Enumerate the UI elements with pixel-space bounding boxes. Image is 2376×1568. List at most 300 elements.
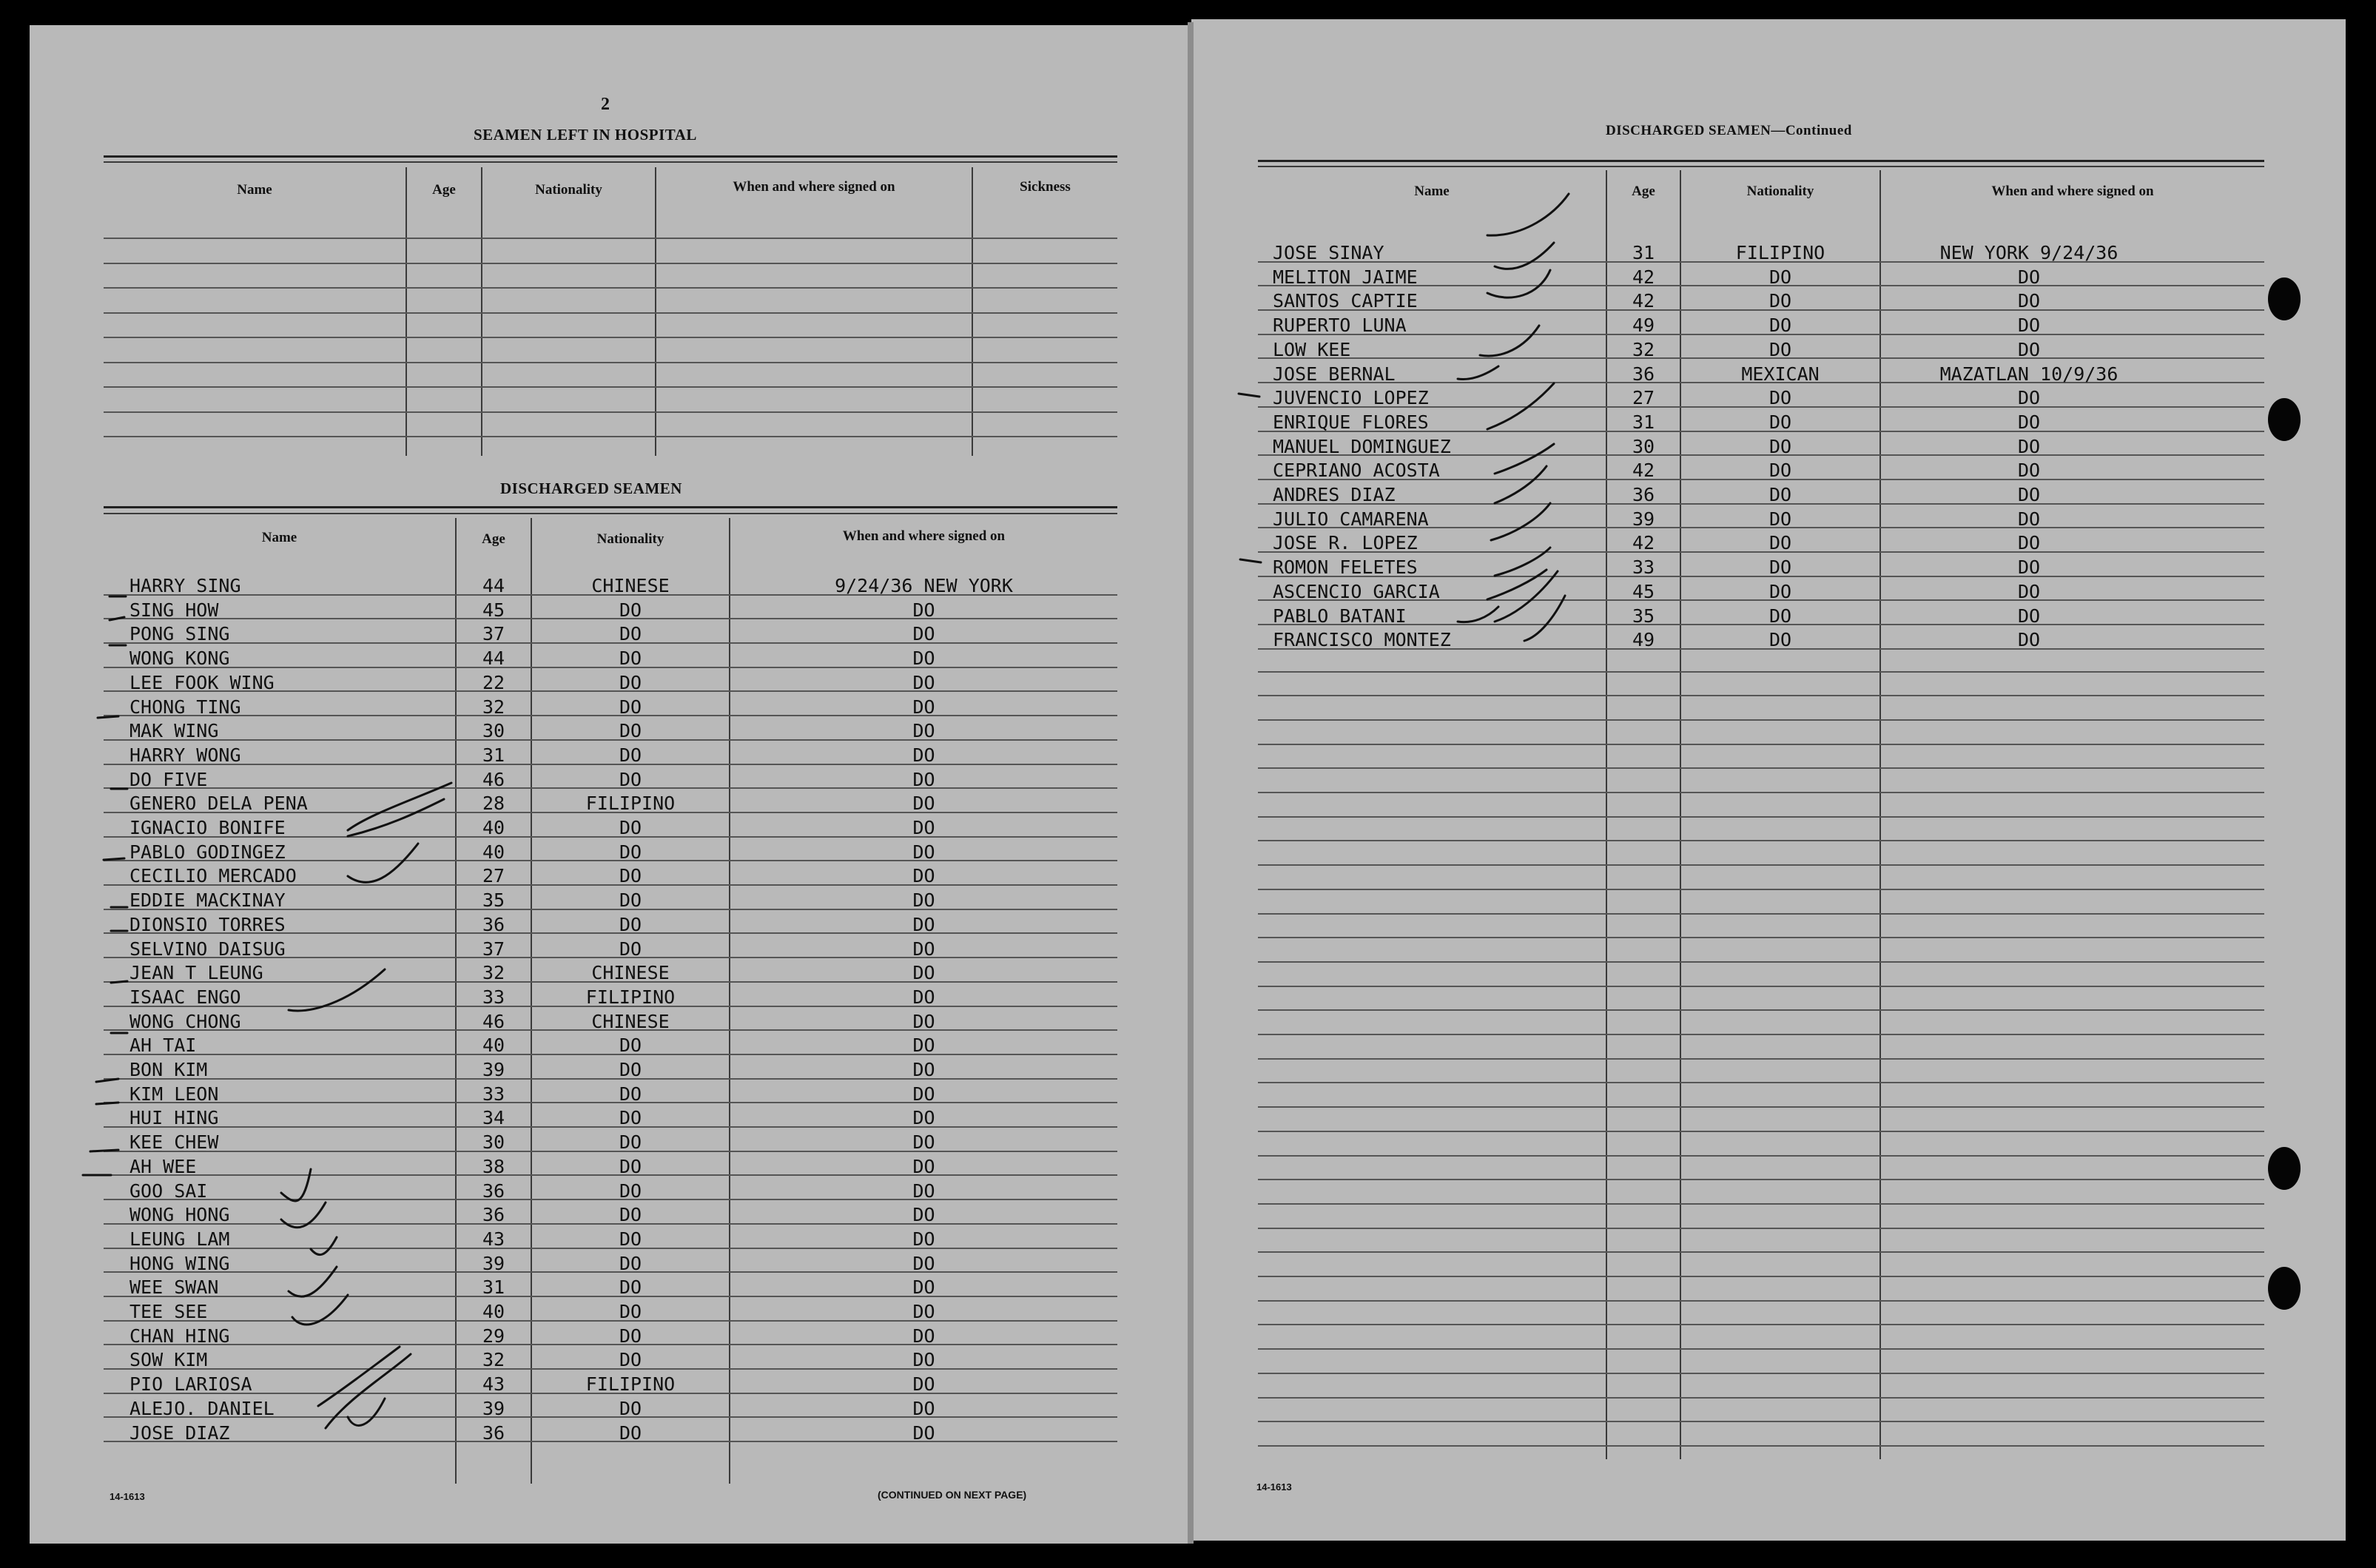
seaman-signed-on: DO <box>2017 605 2041 627</box>
binder-hole <box>2268 277 2301 320</box>
seaman-signed-on: DO <box>912 913 935 935</box>
table-row <box>1258 358 2264 384</box>
blank-ruled-row <box>1258 963 2264 987</box>
table-row <box>104 667 1117 693</box>
seaman-signed-on: DO <box>912 696 935 718</box>
seaman-signed-on: DO <box>912 599 935 621</box>
seaman-age: 44 <box>482 647 505 670</box>
table-row <box>104 1344 1117 1370</box>
seaman-nationality: DO <box>619 938 642 960</box>
table-row <box>1258 600 2264 626</box>
seaman-signed-on: DO <box>912 1349 935 1371</box>
seaman-age: 32 <box>482 962 505 984</box>
seaman-name: WONG HONG <box>129 1204 230 1226</box>
seaman-signed-on: DO <box>2017 556 2041 579</box>
seaman-nationality: CHINESE <box>591 575 670 596</box>
seaman-age: 42 <box>1632 290 1655 312</box>
seaman-nationality: DO <box>619 1349 642 1371</box>
seaman-nationality: DO <box>1768 580 1792 602</box>
seaman-name: AH TAI <box>129 1034 197 1057</box>
discharged-col-age: Age <box>482 531 505 547</box>
seaman-nationality: DO <box>619 1083 642 1105</box>
seaman-age: 33 <box>1632 556 1655 579</box>
seaman-name: PONG SING <box>129 623 230 645</box>
seaman-name: KEE CHEW <box>129 1131 219 1154</box>
seaman-age: 35 <box>1632 605 1655 627</box>
seaman-age: 37 <box>482 938 505 960</box>
blank-ruled-row <box>1258 648 2264 673</box>
seaman-age: 34 <box>482 1107 505 1129</box>
table-row <box>104 957 1117 983</box>
seaman-nationality: DO <box>619 1228 642 1250</box>
seaman-nationality: DO <box>619 1252 642 1274</box>
table-row <box>1258 285 2264 311</box>
blank-ruled-row <box>1258 721 2264 745</box>
seaman-name: MAK WING <box>129 720 219 742</box>
table-row <box>104 642 1117 668</box>
seaman-nationality: DO <box>1768 314 1792 337</box>
seaman-nationality: FILIPINO <box>585 1373 676 1396</box>
seaman-nationality: DO <box>1768 508 1792 530</box>
seaman-name: MELITON JAIME <box>1273 266 1418 288</box>
seaman-age: 45 <box>482 599 505 621</box>
seaman-name: CECILIO MERCADO <box>129 865 297 887</box>
table-row <box>1258 527 2264 553</box>
seaman-name: KIM LEON <box>129 1083 219 1105</box>
seaman-age: 33 <box>482 986 505 1008</box>
seaman-signed-on: DO <box>912 1083 935 1105</box>
seaman-signed-on: DO <box>912 938 935 960</box>
hospital-col-when-where: When and where signed on <box>733 179 895 195</box>
seaman-nationality: CHINESE <box>591 962 670 984</box>
seaman-name: EDDIE MACKINAY <box>129 889 286 912</box>
seaman-name: CEPRIANO ACOSTA <box>1273 460 1440 482</box>
seaman-name: PIO LARIOSA <box>129 1373 252 1396</box>
seaman-name: JOSE DIAZ <box>129 1421 230 1444</box>
seaman-nationality: DO <box>619 1034 642 1057</box>
seaman-signed-on: DO <box>2017 290 2041 312</box>
seaman-signed-on: DO <box>912 1325 935 1347</box>
blank-ruled-row <box>104 339 1117 363</box>
blank-ruled-row <box>1258 938 2264 963</box>
hospital-col-nationality: Nationality <box>535 182 602 198</box>
table-row <box>104 618 1117 644</box>
seaman-age: 36 <box>482 1180 505 1202</box>
table-row <box>1258 309 2264 335</box>
seaman-nationality: DO <box>619 768 642 790</box>
seaman-name: SOW KIM <box>129 1349 208 1371</box>
blank-ruled-row <box>1258 745 2264 770</box>
blank-ruled-row <box>104 215 1117 239</box>
seaman-age: 27 <box>1632 387 1655 409</box>
seaman-age: 27 <box>482 865 505 887</box>
seaman-signed-on: DO <box>912 1301 935 1322</box>
seaman-signed-on: DO <box>912 962 935 984</box>
table-row <box>104 1126 1117 1152</box>
seaman-age: 43 <box>482 1228 505 1250</box>
seaman-name: JUVENCIO LOPEZ <box>1273 387 1429 409</box>
table-row <box>1258 503 2264 529</box>
table-row <box>104 1368 1117 1394</box>
seaman-age: 28 <box>482 793 505 815</box>
seaman-name: ENRIQUE FLORES <box>1273 411 1429 433</box>
table-row <box>1258 454 2264 480</box>
seaman-age: 31 <box>482 1276 505 1299</box>
table-row <box>104 715 1117 741</box>
blank-ruled-row <box>104 413 1117 437</box>
rule <box>104 155 1117 158</box>
seaman-age: 49 <box>1632 314 1655 337</box>
seaman-signed-on: DO <box>912 647 935 670</box>
seaman-nationality: DO <box>619 817 642 838</box>
seaman-name: ALEJO. DANIEL <box>129 1397 275 1419</box>
seaman-signed-on: DO <box>912 865 935 887</box>
seaman-nationality: FILIPINO <box>585 793 676 815</box>
table-row <box>104 909 1117 935</box>
seaman-name: SELVINO DAISUG <box>129 938 286 960</box>
seaman-name: MANUEL DOMINGUEZ <box>1273 435 1451 457</box>
page-fold <box>1188 22 1194 1544</box>
table-row <box>1258 261 2264 287</box>
table-row <box>104 1029 1117 1055</box>
seaman-signed-on: 9/24/36 NEW YORK <box>835 575 1013 596</box>
seaman-age: 40 <box>482 1034 505 1057</box>
form-number-right: 14-1613 <box>1256 1481 1292 1493</box>
table-row <box>104 764 1117 790</box>
seaman-name: BON KIM <box>129 1059 208 1080</box>
seaman-name: LEE FOOK WING <box>129 671 275 693</box>
hospital-col-age: Age <box>432 182 456 198</box>
seaman-signed-on: DO <box>912 986 935 1008</box>
seaman-age: 49 <box>1632 629 1655 651</box>
table-row <box>104 981 1117 1007</box>
right-col-name: Name <box>1414 184 1450 199</box>
seaman-age: 36 <box>1632 363 1655 385</box>
blank-ruled-row <box>1258 1350 2264 1374</box>
seaman-signed-on: DO <box>912 1421 935 1444</box>
seaman-age: 32 <box>1632 338 1655 360</box>
seaman-nationality: DO <box>619 599 642 621</box>
seaman-age: 40 <box>482 1301 505 1322</box>
discharged-section-title: DISCHARGED SEAMEN <box>500 480 682 497</box>
blank-ruled-row <box>104 363 1117 388</box>
seaman-signed-on: DO <box>912 889 935 912</box>
seaman-nationality: DO <box>1768 556 1792 579</box>
seaman-nationality: DO <box>619 1107 642 1129</box>
seaman-nationality: DO <box>619 1421 642 1444</box>
seaman-signed-on: DO <box>912 793 935 815</box>
blank-ruled-row <box>1258 890 2264 915</box>
seaman-nationality: DO <box>619 1325 642 1347</box>
seaman-nationality: DO <box>619 1155 642 1177</box>
table-row <box>104 1271 1117 1297</box>
seaman-signed-on: DO <box>2017 508 2041 530</box>
seaman-nationality: DO <box>619 647 642 670</box>
seaman-signed-on: DO <box>912 1276 935 1299</box>
blank-ruled-row <box>1258 1180 2264 1205</box>
seaman-nationality: FILIPINO <box>1735 242 1825 263</box>
seaman-signed-on: DO <box>912 1155 935 1177</box>
blank-ruled-row <box>104 388 1117 413</box>
seaman-nationality: DO <box>619 623 642 645</box>
seaman-nationality: DO <box>619 865 642 887</box>
seaman-age: 39 <box>1632 508 1655 530</box>
blank-ruled-row <box>1258 1422 2264 1447</box>
seaman-name: HARRY SING <box>129 575 241 596</box>
seaman-age: 39 <box>482 1252 505 1274</box>
seaman-nationality: DO <box>619 1131 642 1154</box>
blank-ruled-row <box>1258 842 2264 867</box>
seaman-nationality: DO <box>1768 411 1792 433</box>
seaman-signed-on: DO <box>912 1373 935 1396</box>
seaman-nationality: DO <box>619 720 642 742</box>
seaman-nationality: DO <box>1768 387 1792 409</box>
seaman-name: JEAN T LEUNG <box>129 962 263 984</box>
table-row <box>1258 237 2264 263</box>
seaman-nationality: DO <box>619 1276 642 1299</box>
table-row <box>104 836 1117 862</box>
seaman-signed-on: DO <box>912 1034 935 1057</box>
seaman-signed-on: DO <box>912 1107 935 1129</box>
seaman-nationality: DO <box>1768 338 1792 360</box>
seaman-signed-on: DO <box>912 671 935 693</box>
seaman-signed-on: DO <box>912 768 935 790</box>
table-row <box>104 1151 1117 1177</box>
seaman-age: 42 <box>1632 266 1655 288</box>
seaman-name: FRANCISCO MONTEZ <box>1273 629 1451 651</box>
seaman-nationality: DO <box>619 1397 642 1419</box>
table-row <box>104 1223 1117 1249</box>
seaman-nationality: DO <box>619 1180 642 1202</box>
seaman-age: 33 <box>482 1083 505 1105</box>
seaman-name: TEE SEE <box>129 1301 208 1322</box>
seaman-signed-on: DO <box>912 1010 935 1032</box>
blank-ruled-row <box>1258 1302 2264 1326</box>
seaman-signed-on: DO <box>912 623 935 645</box>
table-row <box>1258 406 2264 432</box>
seaman-age: 46 <box>482 768 505 790</box>
blank-ruled-row <box>1258 1205 2264 1229</box>
seaman-age: 38 <box>482 1155 505 1177</box>
seaman-name: HARRY WONG <box>129 744 241 766</box>
seaman-nationality: DO <box>619 913 642 935</box>
seaman-age: 30 <box>1632 435 1655 457</box>
rule <box>1258 160 2264 162</box>
seaman-name: SANTOS CAPTIE <box>1273 290 1418 312</box>
seaman-name: SING HOW <box>129 599 219 621</box>
discharged-col-when-where: When and where signed on <box>842 528 1006 544</box>
seaman-nationality: DO <box>1768 484 1792 505</box>
seaman-name: IGNACIO BONIFE <box>129 817 286 838</box>
binder-hole <box>2268 1147 2301 1190</box>
blank-ruled-row <box>1258 793 2264 818</box>
seaman-name: AH WEE <box>129 1155 197 1177</box>
seaman-age: 35 <box>482 889 505 912</box>
right-col-when-where: When and where signed on <box>1991 184 2154 199</box>
blank-ruled-row <box>1258 1108 2264 1132</box>
seaman-name: CHAN HING <box>129 1325 230 1347</box>
blank-ruled-row <box>1258 1035 2264 1060</box>
page-number: 2 <box>601 95 610 114</box>
seaman-age: 36 <box>482 1204 505 1226</box>
blank-ruled-row <box>1258 866 2264 890</box>
rule <box>1258 166 2264 167</box>
table-row <box>104 884 1117 910</box>
blank-ruled-row <box>1258 673 2264 697</box>
form-number: 14-1613 <box>110 1491 145 1502</box>
seaman-name: CHONG TING <box>129 696 241 718</box>
blank-ruled-row <box>1258 1084 2264 1108</box>
seaman-name: GOO SAI <box>129 1180 208 1202</box>
blank-ruled-row <box>104 314 1117 338</box>
seaman-age: 31 <box>482 744 505 766</box>
seaman-name: RUPERTO LUNA <box>1273 314 1407 337</box>
seaman-name: LEUNG LAM <box>129 1228 230 1250</box>
seaman-age: 32 <box>482 1349 505 1371</box>
seaman-age: 39 <box>482 1397 505 1419</box>
seaman-age: 30 <box>482 720 505 742</box>
blank-ruled-row <box>1258 1011 2264 1035</box>
seaman-signed-on: DO <box>912 1252 935 1274</box>
seaman-age: 42 <box>1632 532 1655 554</box>
rule <box>104 161 1117 163</box>
blank-ruled-row <box>1258 696 2264 721</box>
table-row <box>1258 624 2264 650</box>
seaman-nationality: DO <box>1768 629 1792 651</box>
table-row <box>104 594 1117 620</box>
table-row <box>104 739 1117 765</box>
table-row <box>104 1054 1117 1080</box>
seaman-nationality: DO <box>1768 605 1792 627</box>
seaman-name: WONG KONG <box>129 647 230 670</box>
seaman-age: 31 <box>1632 242 1655 263</box>
seaman-nationality: DO <box>1768 435 1792 457</box>
table-row <box>104 1320 1117 1346</box>
seaman-name: HONG WING <box>129 1252 230 1274</box>
seaman-name: LOW KEE <box>1273 338 1351 360</box>
hospital-col-name: Name <box>237 182 272 198</box>
seaman-age: 39 <box>482 1059 505 1080</box>
table-row <box>104 787 1117 813</box>
table-row <box>104 1296 1117 1322</box>
blank-ruled-row <box>1258 987 2264 1012</box>
seaman-signed-on: DO <box>912 1131 935 1154</box>
seaman-age: 37 <box>482 623 505 645</box>
seaman-nationality: DO <box>619 696 642 718</box>
blank-ruled-row <box>1258 1132 2264 1157</box>
seaman-name: ROMON FELETES <box>1273 556 1418 579</box>
seaman-name: DIONSIO TORRES <box>129 913 286 935</box>
seaman-nationality: DO <box>619 1301 642 1322</box>
seaman-name: ASCENCIO GARCIA <box>1273 580 1440 602</box>
seaman-age: 31 <box>1632 411 1655 433</box>
seaman-signed-on: DO <box>912 817 935 838</box>
seaman-nationality: DO <box>619 671 642 693</box>
seaman-age: 36 <box>1632 484 1655 505</box>
seaman-age: 45 <box>1632 580 1655 602</box>
discharged-col-name: Name <box>261 530 297 545</box>
table-row <box>104 812 1117 838</box>
binder-hole <box>2268 398 2301 441</box>
seaman-name: WONG CHONG <box>129 1010 241 1032</box>
seaman-name: JOSE BERNAL <box>1273 363 1396 385</box>
seaman-nationality: MEXICAN <box>1741 363 1820 385</box>
seaman-nationality: DO <box>1768 266 1792 288</box>
table-row <box>104 570 1117 596</box>
binder-hole <box>2268 1267 2301 1310</box>
seaman-nationality: FILIPINO <box>585 986 676 1008</box>
seaman-age: 29 <box>482 1325 505 1347</box>
seaman-signed-on: DO <box>2017 266 2041 288</box>
rule <box>104 513 1117 514</box>
table-row <box>104 860 1117 886</box>
seaman-age: 36 <box>482 1421 505 1444</box>
table-row <box>1258 431 2264 457</box>
seaman-nationality: DO <box>619 1059 642 1080</box>
table-row <box>1258 334 2264 360</box>
table-row <box>104 1417 1117 1443</box>
table-row <box>104 933 1117 959</box>
blank-ruled-row <box>1258 1277 2264 1302</box>
table-row <box>104 1006 1117 1032</box>
table-row <box>104 1102 1117 1128</box>
seaman-age: 42 <box>1632 460 1655 482</box>
seaman-age: 36 <box>482 913 505 935</box>
seaman-age: 22 <box>482 671 505 693</box>
blank-ruled-row <box>104 289 1117 314</box>
seaman-name: HUI HING <box>129 1107 219 1129</box>
seaman-age: 43 <box>482 1373 505 1396</box>
seaman-age: 40 <box>482 817 505 838</box>
table-row <box>104 1175 1117 1201</box>
seaman-name: GENERO DELA PENA <box>129 793 308 815</box>
seaman-nationality: CHINESE <box>591 1010 670 1032</box>
blank-ruled-row <box>104 240 1117 264</box>
seaman-nationality: DO <box>1768 532 1792 554</box>
seaman-signed-on: DO <box>912 1059 935 1080</box>
seaman-age: 40 <box>482 841 505 863</box>
blank-ruled-row <box>1258 1253 2264 1277</box>
seaman-signed-on: DO <box>912 1180 935 1202</box>
seaman-signed-on: DO <box>2017 580 2041 602</box>
seaman-signed-on: DO <box>2017 314 2041 337</box>
table-row <box>104 1199 1117 1225</box>
hospital-section-title: SEAMEN LEFT IN HOSPITAL <box>474 126 697 144</box>
seaman-name: JOSE SINAY <box>1273 242 1384 263</box>
blank-ruled-row <box>1258 818 2264 842</box>
table-row <box>104 1248 1117 1273</box>
seaman-name: PABLO GODINGEZ <box>129 841 286 863</box>
table-row <box>1258 382 2264 408</box>
blank-ruled-row <box>1258 1374 2264 1399</box>
right-col-nationality: Nationality <box>1746 184 1814 199</box>
seaman-nationality: DO <box>1768 460 1792 482</box>
seaman-signed-on: DO <box>912 744 935 766</box>
seaman-signed-on: DO <box>2017 460 2041 482</box>
seaman-signed-on: DO <box>2017 411 2041 433</box>
continued-note: (CONTINUED ON NEXT PAGE) <box>878 1489 1027 1501</box>
hospital-col-sickness: Sickness <box>1020 179 1071 195</box>
seaman-signed-on: MAZATLAN 10/9/36 <box>1939 363 2118 385</box>
seaman-nationality: DO <box>619 841 642 863</box>
right-col-age: Age <box>1632 184 1655 199</box>
seaman-name: JOSE R. LOPEZ <box>1273 532 1418 554</box>
blank-ruled-row <box>1258 1326 2264 1350</box>
seaman-signed-on: DO <box>2017 532 2041 554</box>
table-row <box>1258 576 2264 602</box>
seaman-signed-on: DO <box>2017 484 2041 505</box>
seaman-name: JULIO CAMARENA <box>1273 508 1429 530</box>
